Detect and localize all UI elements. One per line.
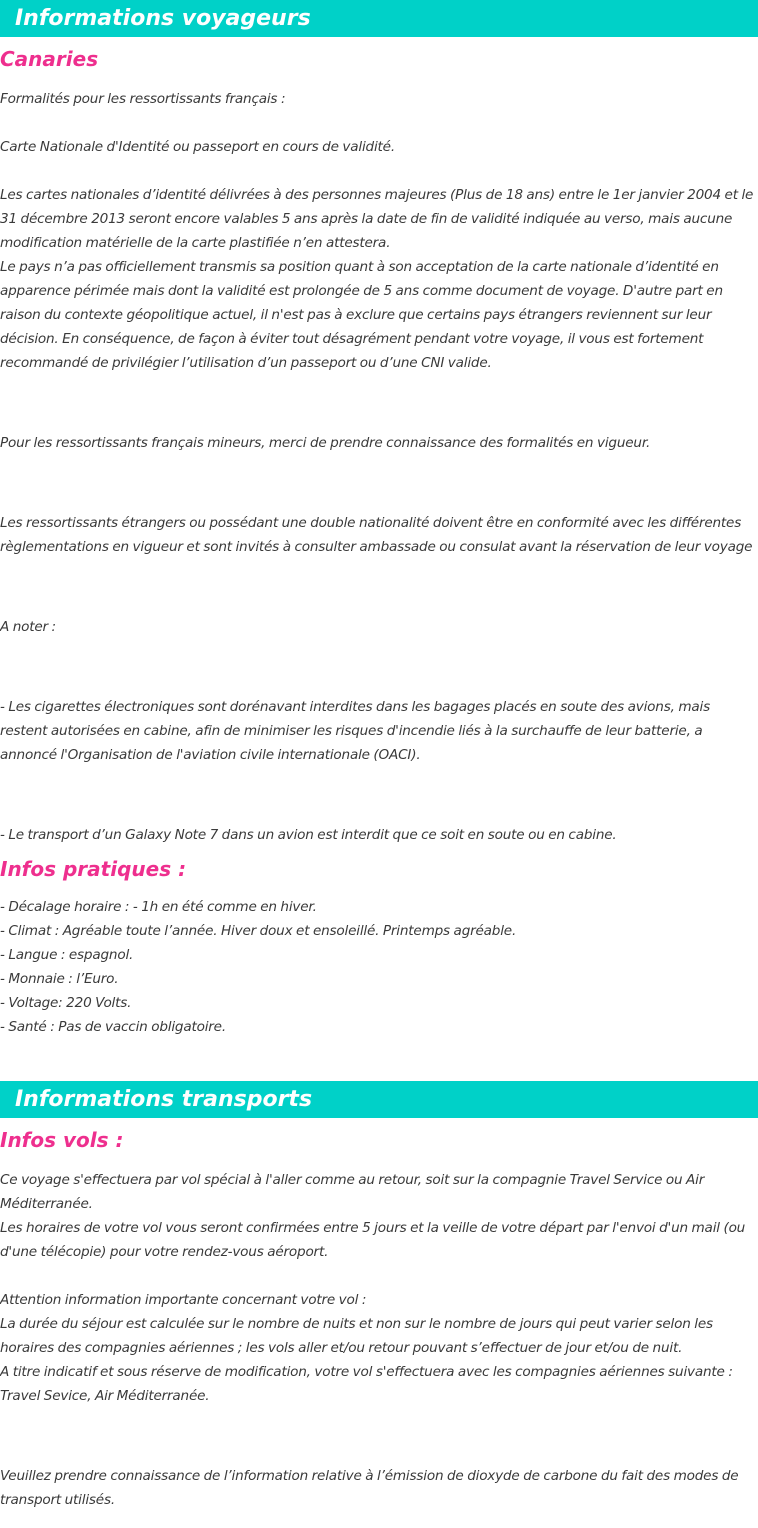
transport-section xyxy=(0,1081,758,1512)
practical-item: - Décalage horaire : - 1h en été comme en hiver. xyxy=(0,899,317,915)
practical-item: - Voltage: 220 Volts. xyxy=(0,995,132,1011)
special-flight-text: Ce voyage s'effectuera par vol spécial à l'aller comme au retour, soit sur la compagnie Travel Service ou Air Méditerranée. xyxy=(0,1172,705,1212)
galaxy-note-text: - Le transport d’un Galaxy Note 7 dans un avion est interdit que ce soit en soute ou en cabine. xyxy=(0,827,617,843)
practical-item: - Santé : Pas de vaccin obligatoire. xyxy=(0,1019,226,1035)
schedules-text: Les horaires de votre vol vous seront confirmées entre 5 jours et la veille de votre départ par l'envoi d'un mail (ou d'une télécopie) pour votre rendez-vous aéroport. xyxy=(0,1220,746,1260)
practical-item: - Monnaie : l’Euro. xyxy=(0,971,119,987)
country-position-text: Le pays n’a pas officiellement transmis sa position quant à son acceptation de la carte nationale d’identité en apparence périmée mais dont la validité est prolongée de 5 ans comme document de voyage. D'autre part en raison du contexte géopolitique actuel, il n'est pas à exclure que certains pays étrangers reviennent sur leur décision. En conséquence, de façon à éviter tout désagrément pendant votre voyage, il vous est fortement recommandé de privilégier l’utilisation d’un passeport ou d’une CNI valide. xyxy=(0,259,723,371)
minors-text: Pour les ressortissants français mineurs, merci de prendre connaissance des formalités en vigueur. xyxy=(0,435,651,451)
travelers-banner: Informations voyageurs xyxy=(0,0,758,37)
airlines-text: A titre indicatif et sous réserve de modification, votre vol s'effectuera avec les compagnies aériennes suivante : Travel Sevice, Air Méditerranée. xyxy=(0,1364,733,1404)
transport-banner: Informations transports xyxy=(0,1081,758,1118)
flights-heading: Infos vols : xyxy=(0,1128,124,1152)
practical-heading: Infos pratiques : xyxy=(0,857,187,881)
formalities-intro: Formalités pour les ressortissants français : xyxy=(0,91,286,107)
foreigners-text: Les ressortissants étrangers ou possédant une double nationalité doivent être en conformité avec les différentes règlementations en vigueur et sont invités à consulter ambassade ou consulat avant la réservation de leur voyage xyxy=(0,515,753,555)
cni-validity-text: Les cartes nationales d’identité délivrées à des personnes majeures (Plus de 18 ans) entre le 1er janvier 2004 et le 31 décembre 2013 seront encore valables 5 ans après la date de fin de validité indiquée au verso, mais aucune modification matérielle de la carte plastifiée n’en attestera. xyxy=(0,187,754,251)
practical-item: - Climat : Agréable toute l’année. Hiver doux et ensoleillé. Printemps agréable. xyxy=(0,923,517,939)
e-cigarettes-text: - Les cigarettes électroniques sont dorénavant interdites dans les bagages placés en soute des avions, mais restent autorisées en cabine, afin de minimiser les risques d'incendie liés à la surchauffe de leur batterie, a annoncé l'Organisation de l'aviation civile internationale (OACI). xyxy=(0,699,710,763)
attention-title: Attention information importante concernant votre vol : xyxy=(0,1292,367,1308)
destination-heading: Canaries xyxy=(0,47,99,71)
practical-item: - Langue : espagnol. xyxy=(0,947,134,963)
co2-text: Veuillez prendre connaissance de l’information relative à l’émission de dioxyde de carbone du fait des modes de transport utilisés. xyxy=(0,1468,739,1508)
id-requirement: Carte Nationale d'Identité ou passeport en cours de validité. xyxy=(0,139,395,155)
duration-text: La durée du séjour est calculée sur le nombre de nuits et non sur le nombre de jours qui peut varier selon les horaires des compagnies aériennes ; les vols aller et/ou retour pouvant s’effectuer de jour et/ou de nuit. xyxy=(0,1316,713,1356)
note-title: A noter : xyxy=(0,619,56,635)
